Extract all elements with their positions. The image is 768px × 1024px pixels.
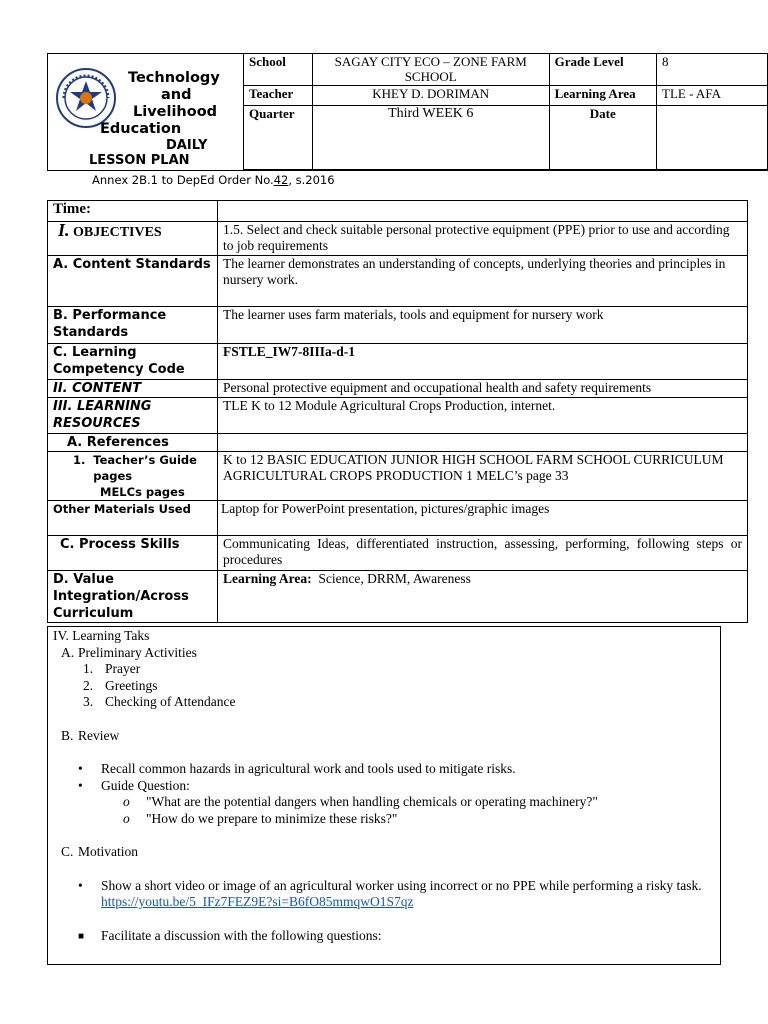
learning-tasks-box [47,626,721,965]
date-label: Date [549,106,656,170]
objectives-text: OBJECTIVES [73,225,162,240]
quarter-value: Third WEEK 6 [312,106,549,170]
guide-question [53,811,715,828]
prelim-item-text: Prayer [105,661,141,676]
performance-standards-value: The learner uses farm materials, tools and equipment for nursery work [218,307,748,344]
header-title-line-1: Technology [128,70,220,86]
learning-resources-label: III. LEARNING RESOURCES [48,398,218,434]
review-bullet [53,778,715,795]
square-bullet-icon: ■ [78,930,85,942]
annex-note [92,173,335,187]
prelim-item: 3. Checking of Attendance [83,694,236,709]
value-learning-area-label: Learning Area: [223,571,312,586]
motivation-title: Motivation [78,844,138,859]
process-skills-label: C. Process Skills [48,536,218,571]
annex-order-number: 42 [273,173,289,187]
process-skills-value: Communicating Ideas, differentiated instruction, assessing, performing, following steps or procedures [218,536,748,571]
annex-prefix: Annex 2B.1 to DepEd Order No. [92,173,274,187]
lesson-plan-table [47,200,748,623]
content-label: II. CONTENT [48,380,218,398]
grade-level-label: Grade Level [549,54,656,86]
learning-area-value: TLE - AFA [657,86,768,106]
deped-seal-icon [56,68,116,128]
content-standards-label: A. Content Standards [48,256,218,307]
header-info-grid [243,53,768,170]
facilitate-bullet [53,928,715,946]
learning-tasks-heading: IV. Learning Taks [53,628,150,643]
teachers-guide-value: K to 12 BASIC EDUCATION JUNIOR HIGH SCHOOL FARM SCHOOL CURRICULUM AGRICULTURAL CROPS PRODUCTION 1 MELC’s page 33 [218,452,748,501]
teacher-label: Teacher [244,86,313,106]
references-label: A. References [48,434,218,452]
guide-question [53,794,715,811]
objectives-value: 1.5. Select and check suitable personal protective equipment (PPE) prior to use and according to job requirements [218,222,748,256]
teacher-value: KHEY D. DORIMAN [312,86,549,106]
content-standards-value: The learner demonstrates an understanding of concepts, underlying theories and principles in nursery work. [218,256,748,307]
prelim-item-text: Checking of Attendance [105,694,236,709]
value-integration-value [218,571,748,623]
value-learning-area-value: Science, DRRM, Awareness [318,571,471,586]
preliminary-heading [53,645,715,662]
competency-code-value: FSTLE_IW7-8IIIa-d-1 [218,344,748,380]
teachers-guide-number: 1. [73,453,86,467]
review-bullet [53,761,715,778]
header-subtitle-daily: DAILY [166,138,208,153]
quarter-label: Quarter [244,106,313,170]
value-integration-label: D. Value Integration/Across Curriculum [48,571,218,623]
time-value [218,201,748,222]
header-subtitle-lesson-plan: LESSON PLAN [89,153,190,168]
facilitate-text: Facilitate a discussion with the following questions: [101,927,382,943]
header-title-line-4: Education [100,121,182,137]
other-materials-label: Other Materials Used [48,501,218,536]
motivation-heading [53,844,715,861]
melcs-pages-label: MELCs pages [100,485,185,499]
header-title-line-3: Livelihood [133,104,218,120]
motivation-text: Show a short video or image of an agricultural worker using incorrect or no PPE while performing a risky task. [101,877,702,893]
review-title: Review [78,727,120,743]
time-label: Time: [48,201,218,222]
date-value [657,106,768,170]
prelim-item: 2. Greetings [83,677,158,693]
grade-level-value: 8 [657,54,768,86]
guide-question-text: "What are the potential dangers when handling chemicals or operating machinery?" [146,794,598,809]
references-value [218,434,748,452]
review-heading [53,728,715,745]
review-bullet-text: Guide Question: [101,777,190,793]
circle-bullet-icon: o [123,794,130,809]
bullet-icon: • [78,877,83,893]
preliminary-letter: A. [61,644,75,660]
performance-standards-label: B. Performance Standards [48,307,218,344]
teachers-guide-text: Teacher’s Guide pages [93,453,197,483]
objectives-label [48,222,218,256]
preliminary-title: Preliminary Activities [78,644,197,660]
learning-area-label: Learning Area [549,86,656,106]
competency-code-label: C. Learning Competency Code [48,344,218,380]
bullet-icon: • [78,761,83,776]
prelim-item-text: Greetings [105,677,158,693]
circle-bullet-icon: o [123,810,130,826]
motivation-bullet [53,878,715,911]
school-value: SAGAY CITY ECO – ZONE FARM SCHOOL [312,54,549,86]
header-logo-cell [47,53,244,171]
annex-suffix: , s.2016 [288,173,335,187]
motivation-video-link[interactable]: https://youtu.be/5_IFz7FEZ9E?si=B6fO85mmqwO1S7qz [101,894,414,909]
content-value: Personal protective equipment and occupational health and safety requirements [218,380,748,398]
objectives-numeral: I. [58,220,70,240]
review-letter: B. [61,727,74,743]
teachers-guide-label [48,452,218,501]
review-bullet-text: Recall common hazards in agricultural work and tools used to mitigate risks. [101,761,516,776]
motivation-letter: C. [61,844,74,859]
header-title-line-2: and [161,87,192,103]
guide-question-text: "How do we prepare to minimize these risks?" [146,810,398,826]
prelim-item: 1. Prayer [83,661,141,676]
bullet-icon: • [78,777,83,793]
other-materials-value: Laptop for PowerPoint presentation, pictures/graphic images [218,501,748,536]
learning-resources-value: TLE K to 12 Module Agricultural Crops Production, internet. [218,398,748,434]
school-label: School [244,54,313,86]
